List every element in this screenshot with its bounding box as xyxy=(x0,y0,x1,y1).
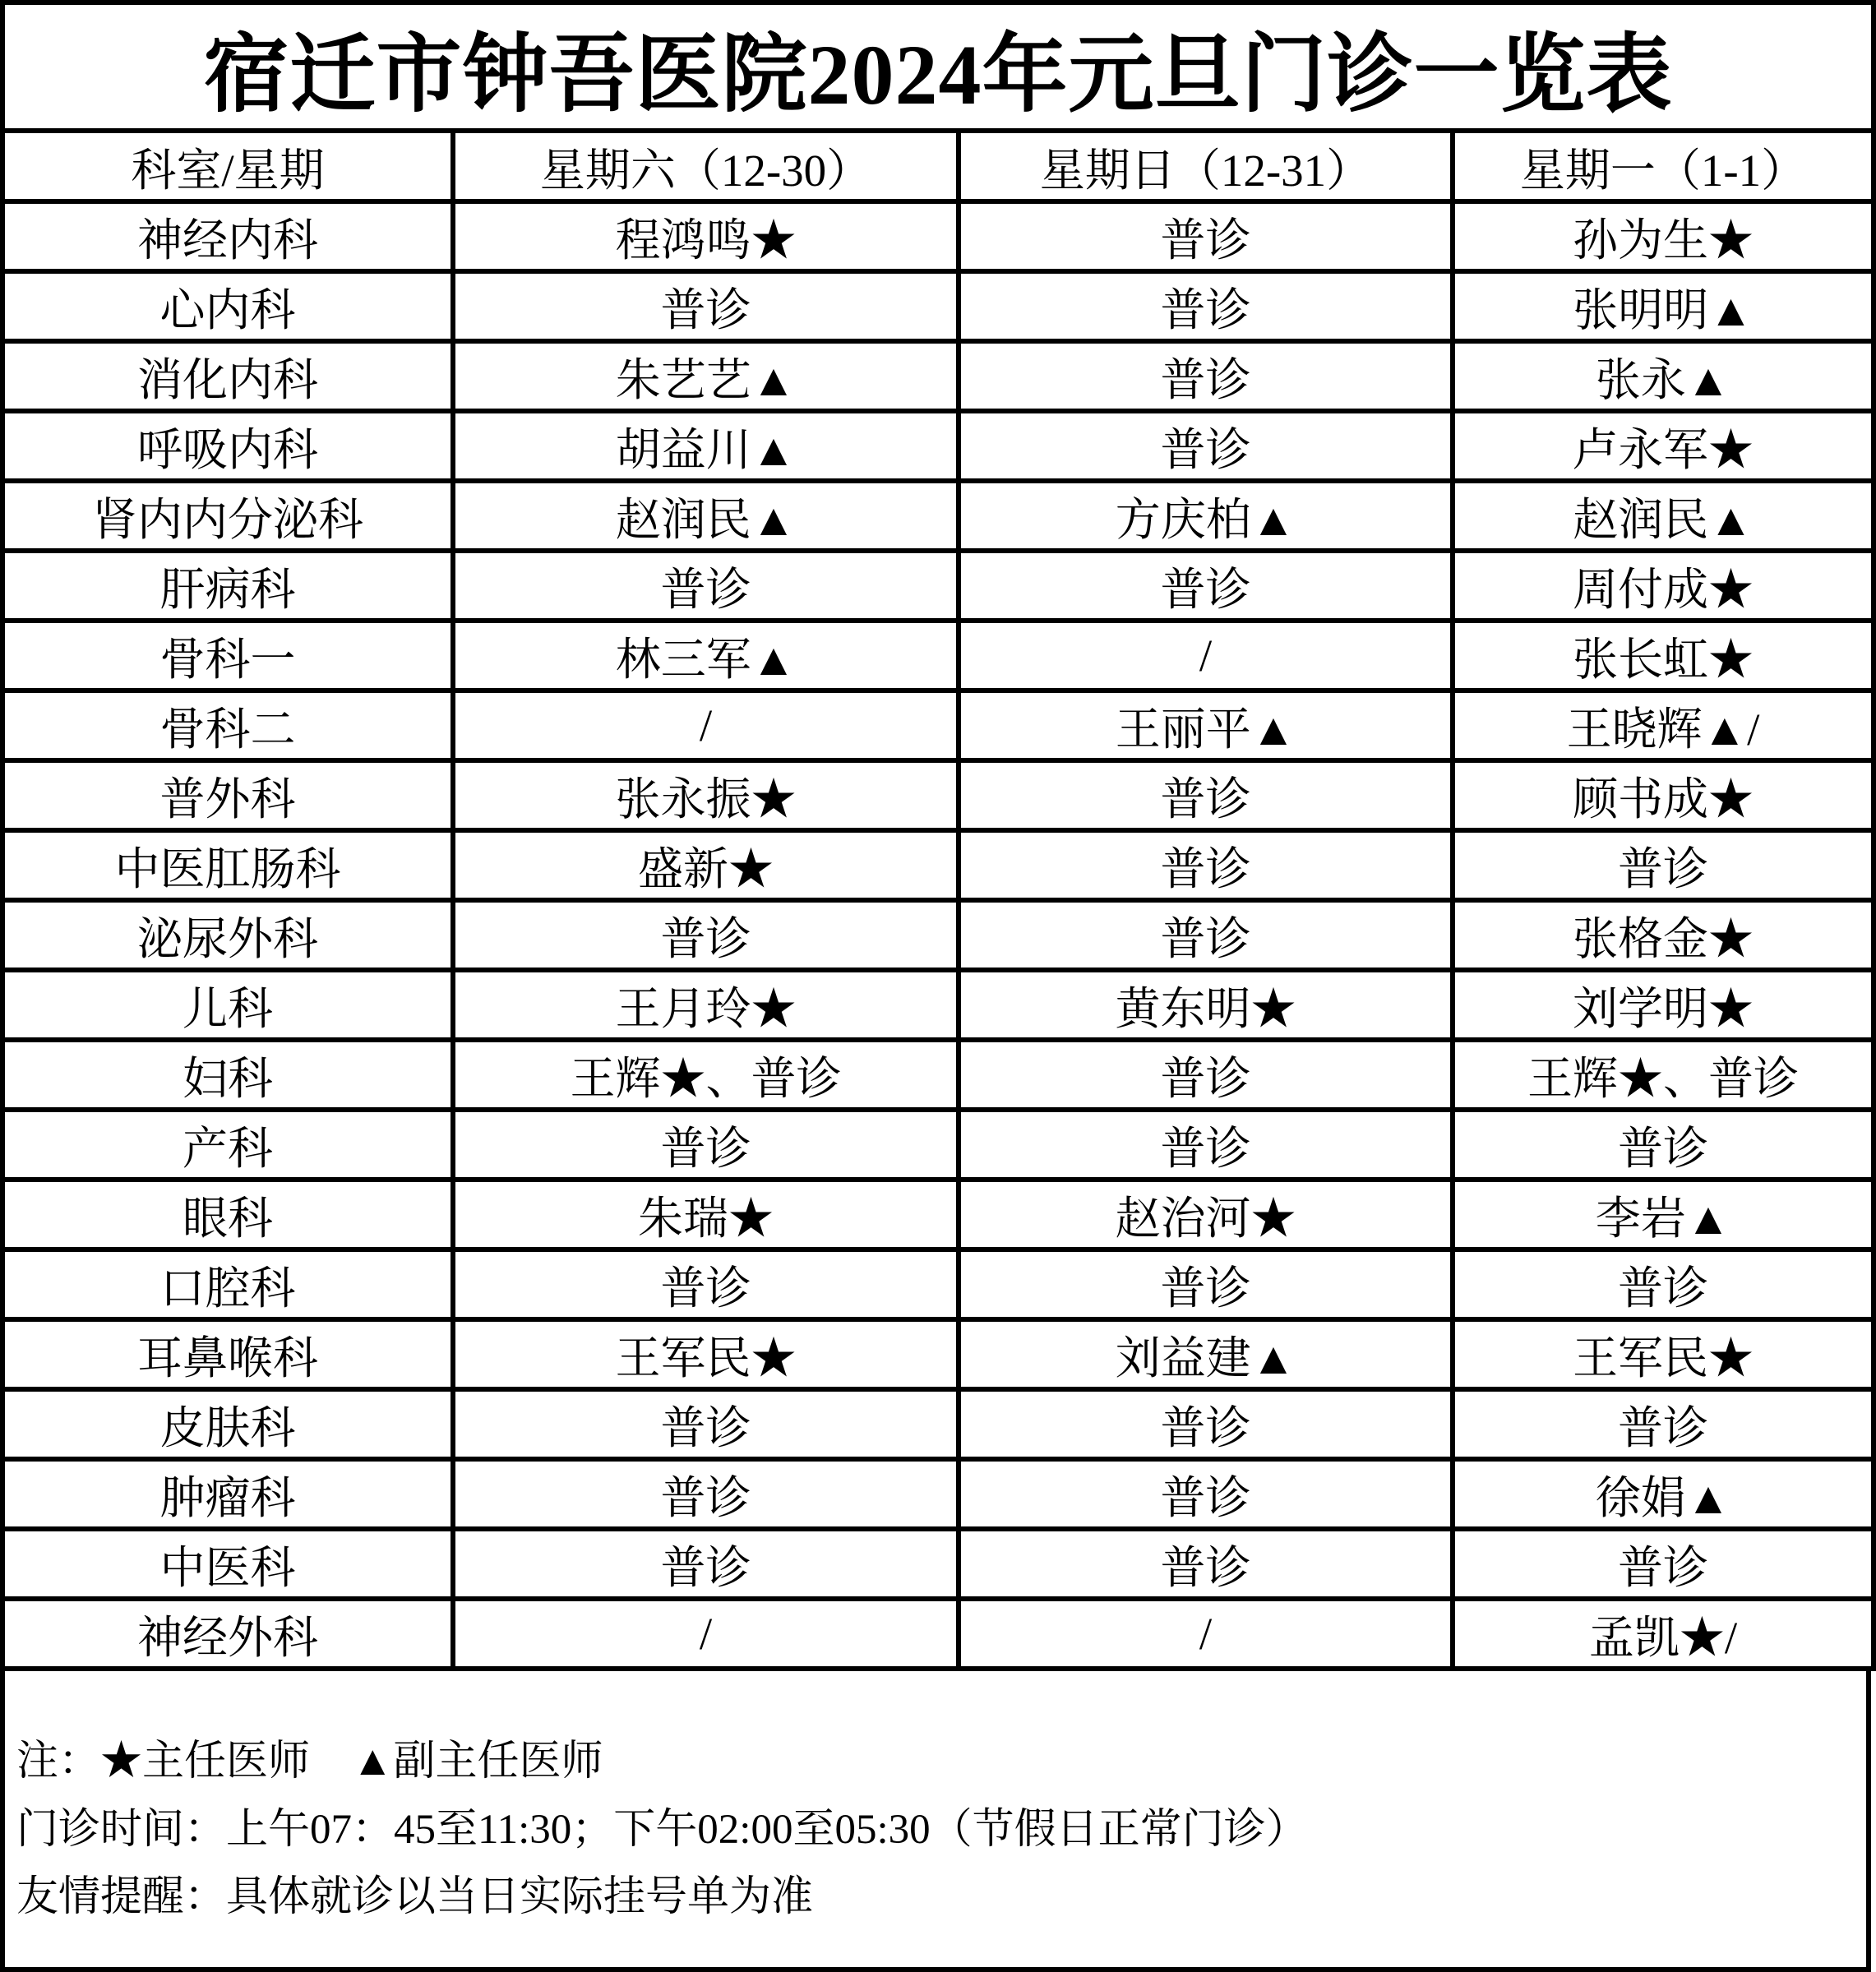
table-row xyxy=(2,1110,1874,1180)
doctor-cell: 赵润民▲ xyxy=(453,481,959,551)
table-row xyxy=(2,271,1874,341)
doctor-cell: 张明明▲ xyxy=(1453,271,1874,341)
department-cell: 骨科二 xyxy=(2,690,453,760)
table-row xyxy=(2,760,1874,830)
department-cell: 口腔科 xyxy=(2,1249,453,1319)
doctor-cell: 普诊 xyxy=(453,271,959,341)
column-header: 星期一（1-1） xyxy=(1453,131,1874,201)
department-cell: 普外科 xyxy=(2,760,453,830)
doctor-cell: 孟凯★/ xyxy=(1453,1599,1874,1669)
table-row xyxy=(2,481,1874,551)
doctor-cell: 刘学明★ xyxy=(1453,970,1874,1040)
notes-section xyxy=(0,1671,1871,1972)
department-cell: 呼吸内科 xyxy=(2,411,453,481)
table-row xyxy=(2,1529,1874,1599)
doctor-cell: 朱瑞★ xyxy=(453,1180,959,1249)
doctor-cell: 普诊 xyxy=(959,900,1453,970)
doctor-cell: 普诊 xyxy=(453,551,959,621)
header-row xyxy=(2,131,1874,201)
doctor-cell: / xyxy=(453,690,959,760)
department-cell: 中医肛肠科 xyxy=(2,830,453,900)
doctor-cell: 普诊 xyxy=(1453,830,1874,900)
doctor-cell: 普诊 xyxy=(959,760,1453,830)
doctor-cell: 普诊 xyxy=(453,1459,959,1529)
doctor-cell: / xyxy=(959,1599,1453,1669)
doctor-cell: 张格金★ xyxy=(1453,900,1874,970)
table-row xyxy=(2,1040,1874,1110)
doctor-cell: 卢永军★ xyxy=(1453,411,1874,481)
table-row xyxy=(2,201,1874,271)
table-row xyxy=(2,551,1874,621)
department-cell: 神经外科 xyxy=(2,1599,453,1669)
doctor-cell: 赵润民▲ xyxy=(1453,481,1874,551)
doctor-cell: 王辉★、普诊 xyxy=(1453,1040,1874,1110)
table-row xyxy=(2,830,1874,900)
doctor-cell: 王月玲★ xyxy=(453,970,959,1040)
doctor-cell: 孙为生★ xyxy=(1453,201,1874,271)
doctor-cell: 张永▲ xyxy=(1453,341,1874,411)
department-cell: 泌尿外科 xyxy=(2,900,453,970)
doctor-cell: 普诊 xyxy=(453,1389,959,1459)
table-row xyxy=(2,690,1874,760)
doctor-cell: 普诊 xyxy=(959,1110,1453,1180)
doctor-cell: 普诊 xyxy=(453,1249,959,1319)
doctor-cell: / xyxy=(959,621,1453,690)
column-header: 星期日（12-31） xyxy=(959,131,1453,201)
doctor-cell: 王晓辉▲/ xyxy=(1453,690,1874,760)
table-row xyxy=(2,1389,1874,1459)
column-header: 科室/星期 xyxy=(2,131,453,201)
department-cell: 皮肤科 xyxy=(2,1389,453,1459)
legend-note: 注：★主任医师 ▲副主任医师 xyxy=(16,1739,603,1785)
doctor-cell: 徐娟▲ xyxy=(1453,1459,1874,1529)
department-cell: 肾内内分泌科 xyxy=(2,481,453,551)
doctor-cell: 顾书成★ xyxy=(1453,760,1874,830)
doctor-cell: 林三军▲ xyxy=(453,621,959,690)
doctor-cell: 普诊 xyxy=(959,1529,1453,1599)
table-row xyxy=(2,1459,1874,1529)
doctor-cell: 赵治河★ xyxy=(959,1180,1453,1249)
department-cell: 神经内科 xyxy=(2,201,453,271)
doctor-cell: 王辉★、普诊 xyxy=(453,1040,959,1110)
doctor-cell: 普诊 xyxy=(1453,1110,1874,1180)
reminder-note: 友情提醒：具体就诊以当日实际挂号单为准 xyxy=(16,1874,814,1920)
department-cell: 眼科 xyxy=(2,1180,453,1249)
table-body xyxy=(2,201,1874,1669)
doctor-cell: 朱艺艺▲ xyxy=(453,341,959,411)
doctor-cell: 刘益建▲ xyxy=(959,1319,1453,1389)
doctor-cell: 王丽平▲ xyxy=(959,690,1453,760)
table-row xyxy=(2,1599,1874,1669)
table-row xyxy=(2,900,1874,970)
doctor-cell: 胡益川▲ xyxy=(453,411,959,481)
doctor-cell: 普诊 xyxy=(959,1459,1453,1529)
doctor-cell: 普诊 xyxy=(1453,1249,1874,1319)
doctor-cell: 张长虹★ xyxy=(1453,621,1874,690)
department-cell: 消化内科 xyxy=(2,341,453,411)
table-row xyxy=(2,341,1874,411)
doctor-cell: 普诊 xyxy=(959,1389,1453,1459)
department-cell: 妇科 xyxy=(2,1040,453,1110)
doctor-cell: 黄东明★ xyxy=(959,970,1453,1040)
doctor-cell: 普诊 xyxy=(1453,1389,1874,1459)
doctor-cell: 普诊 xyxy=(959,411,1453,481)
doctor-cell: 王军民★ xyxy=(1453,1319,1874,1389)
doctor-cell: 张永振★ xyxy=(453,760,959,830)
department-cell: 骨科一 xyxy=(2,621,453,690)
table-row xyxy=(2,1319,1874,1389)
department-cell: 儿科 xyxy=(2,970,453,1040)
department-cell: 肝病科 xyxy=(2,551,453,621)
department-cell: 产科 xyxy=(2,1110,453,1180)
doctor-cell: 普诊 xyxy=(959,551,1453,621)
table-row xyxy=(2,970,1874,1040)
title-row xyxy=(2,2,1874,131)
table-row xyxy=(2,1249,1874,1319)
doctor-cell: 普诊 xyxy=(959,271,1453,341)
page-title: 宿迁市钟吾医院2024年元旦门诊一览表 xyxy=(2,2,1874,131)
column-header: 星期六（12-30） xyxy=(453,131,959,201)
doctor-cell: 普诊 xyxy=(959,1249,1453,1319)
department-cell: 心内科 xyxy=(2,271,453,341)
doctor-cell: / xyxy=(453,1599,959,1669)
table-row xyxy=(2,1180,1874,1249)
doctor-cell: 普诊 xyxy=(959,830,1453,900)
doctor-cell: 普诊 xyxy=(959,201,1453,271)
doctor-cell: 盛新★ xyxy=(453,830,959,900)
hours-note: 门诊时间：上午07：45至11:30；下午02:00至05:30（节假日正常门诊） xyxy=(16,1806,1308,1853)
doctor-cell: 程鸿鸣★ xyxy=(453,201,959,271)
department-cell: 耳鼻喉科 xyxy=(2,1319,453,1389)
doctor-cell: 周付成★ xyxy=(1453,551,1874,621)
doctor-cell: 普诊 xyxy=(1453,1529,1874,1599)
doctor-cell: 普诊 xyxy=(453,900,959,970)
department-cell: 肿瘤科 xyxy=(2,1459,453,1529)
doctor-cell: 普诊 xyxy=(453,1110,959,1180)
doctor-cell: 普诊 xyxy=(959,341,1453,411)
department-cell: 中医科 xyxy=(2,1529,453,1599)
table-row xyxy=(2,621,1874,690)
table-row xyxy=(2,411,1874,481)
doctor-cell: 方庆柏▲ xyxy=(959,481,1453,551)
doctor-cell: 王军民★ xyxy=(453,1319,959,1389)
doctor-cell: 李岩▲ xyxy=(1453,1180,1874,1249)
doctor-cell: 普诊 xyxy=(453,1529,959,1599)
doctor-cell: 普诊 xyxy=(959,1040,1453,1110)
